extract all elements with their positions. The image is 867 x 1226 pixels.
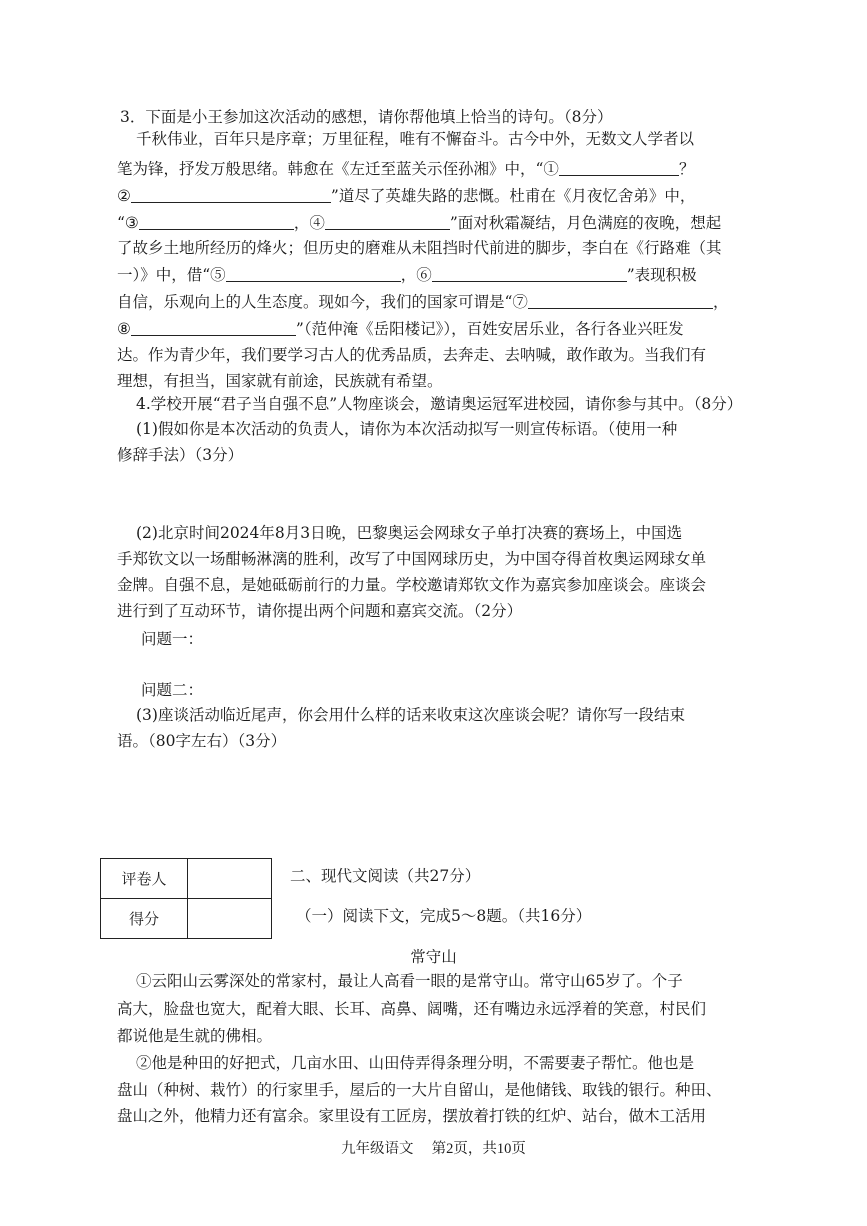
q3-line-4-text: ”面对秋霜凝结，月色满庭的夜晚，想起	[449, 214, 722, 232]
blank-3-num: “③	[117, 214, 139, 232]
blank-2[interactable]	[131, 185, 331, 203]
q3-heading: 3．下面是小王参加这次活动的感想，请你帮他填上恰当的诗句。（8分）	[120, 108, 613, 126]
blank-7[interactable]	[528, 291, 713, 309]
blank-4-num: ，④	[293, 214, 325, 232]
article-title: 常守山	[410, 948, 457, 966]
score-box	[100, 858, 272, 939]
section-2-subtitle: （一）阅读下文，完成5～8题。（共16分）	[296, 907, 592, 925]
q4-sub3-line-1: (3)座谈活动临近尾声，你会用什么样的话来收束这次座谈会呢？请你写一段结束	[136, 706, 685, 724]
q4-heading: 4.学校开展“君子当自强不息”人物座谈会，邀请奥运冠军进校园，请你参与其中。（8分）	[136, 395, 743, 413]
blank-3[interactable]	[139, 212, 294, 230]
q4-sub2-line-4: 进行到了互动环节，请你提出两个问题和嘉宾交流。（2分）	[117, 602, 523, 620]
q3-line-6	[117, 264, 767, 285]
article-p1-line-2: 高大，脸盘也宽大，配着大眼、长耳、高鼻、阔嘴，还有嘴边永远浮着的笑意，村民们	[117, 1000, 707, 1018]
page-footer: 九年级语文 第2页，共10页	[341, 1141, 526, 1157]
q3-line-7	[117, 291, 767, 312]
blank-6-num: ，⑥	[400, 266, 432, 284]
q3-line-1: 千秋伟业，百年只是序章；万里征程，唯有不懈奋斗。古今中外，无数文人学者以	[136, 130, 695, 148]
article-p1-line-1: ①云阳山云雾深处的常家村，最让人高看一眼的是常守山。常守山65岁了。个子	[136, 972, 683, 990]
q3-line-7-text: 自信，乐观向上的人生态度。现如今，我们的国家可谓是“⑦	[117, 293, 528, 311]
blank-5[interactable]	[226, 264, 401, 282]
q3-line-5: 了故乡土地所经历的烽火；但历史的磨难从未阻挡时代前进的脚步，李白在《行路难（其	[117, 239, 722, 257]
q3-line-4	[117, 212, 767, 233]
article-p2-line-2: 盘山（种树、栽竹）的行家里手，屋后的一大片自留山，是他储钱、取钱的银行。种田、	[117, 1081, 722, 1099]
blank-8[interactable]	[131, 318, 296, 336]
q3-line-3-text: ”道尽了英雄失路的悲慨。杜甫在《月夜忆舍弟》中，	[330, 187, 696, 205]
article-p2-line-1: ②他是种田的好把式，几亩水田、山田侍弄得条理分明，不需要妻子帮忙。他也是	[136, 1054, 695, 1072]
q4-sub1-line-2: 修辞手法）（3分）	[117, 446, 244, 464]
score-label: 得分	[101, 899, 188, 939]
blank-1[interactable]	[559, 158, 679, 176]
blank-6[interactable]	[432, 264, 627, 282]
blank-4[interactable]	[325, 212, 450, 230]
question-one-label: 问题一：	[141, 630, 204, 648]
score-cell[interactable]	[188, 899, 272, 939]
article-p2-line-3: 盘山之外，他精力还有富余。家里设有工匠房，摆放着打铁的红炉、站台，做木工活用	[117, 1107, 707, 1125]
q4-sub2-line-1: (2)北京时间2024年8月3日晚，巴黎奥运会网球女子单打决赛的赛场上，中国选	[136, 524, 683, 542]
blank-8-num: ⑧	[117, 320, 131, 338]
q4-sub2-line-3: 金牌。自强不息，是她砥砺前行的力量。学校邀请郑钦文作为嘉宾参加座谈会。座谈会	[117, 576, 707, 594]
q3-line-6-text: ”表现积极	[626, 266, 697, 284]
question-two-label: 问题二：	[141, 681, 204, 699]
q3-line-8	[117, 318, 767, 339]
section-2-title: 二、现代文阅读（共27分）	[290, 867, 481, 885]
q4-sub1-line-1: (1)假如你是本次活动的负责人，请你为本次活动拟写一则宣传标语。（使用一种	[136, 420, 678, 438]
grader-cell[interactable]	[188, 859, 272, 899]
q3-line-8-text: ”（范仲淹《岳阳楼记》），百姓安居乐业，各行各业兴旺发	[295, 320, 684, 338]
q3-line-9: 达。作为青少年，我们要学习古人的优秀品质，去奔走、去呐喊，敢作敢为。当我们有	[117, 346, 707, 364]
article-p1-line-3: 都说他是生就的佛相。	[117, 1027, 273, 1045]
q3-line-2-text: 笔为锋，抒发万般思绪。韩愈在《左迁至蓝关示侄孙湘》中，“①	[117, 160, 559, 178]
q3-line-3	[117, 185, 767, 206]
q4-sub2-line-2: 手郑钦文以一场酣畅淋漓的胜利，改写了中国网球历史，为中国夺得首枚奥运网球女单	[117, 550, 707, 568]
blank-5-num: 一）》中，借“⑤	[117, 266, 226, 284]
q3-line-2	[117, 158, 767, 179]
blank-2-num: ②	[117, 187, 131, 205]
q3-line-10: 理想，有担当，国家就有前途，民族就有希望。	[117, 372, 443, 390]
q3-line-7-end: ，	[712, 293, 729, 311]
grader-label: 评卷人	[101, 859, 188, 899]
q4-sub3-line-2: 语。（80字左右）（3分）	[117, 732, 287, 750]
q3-line-2-end: ？	[678, 160, 695, 178]
